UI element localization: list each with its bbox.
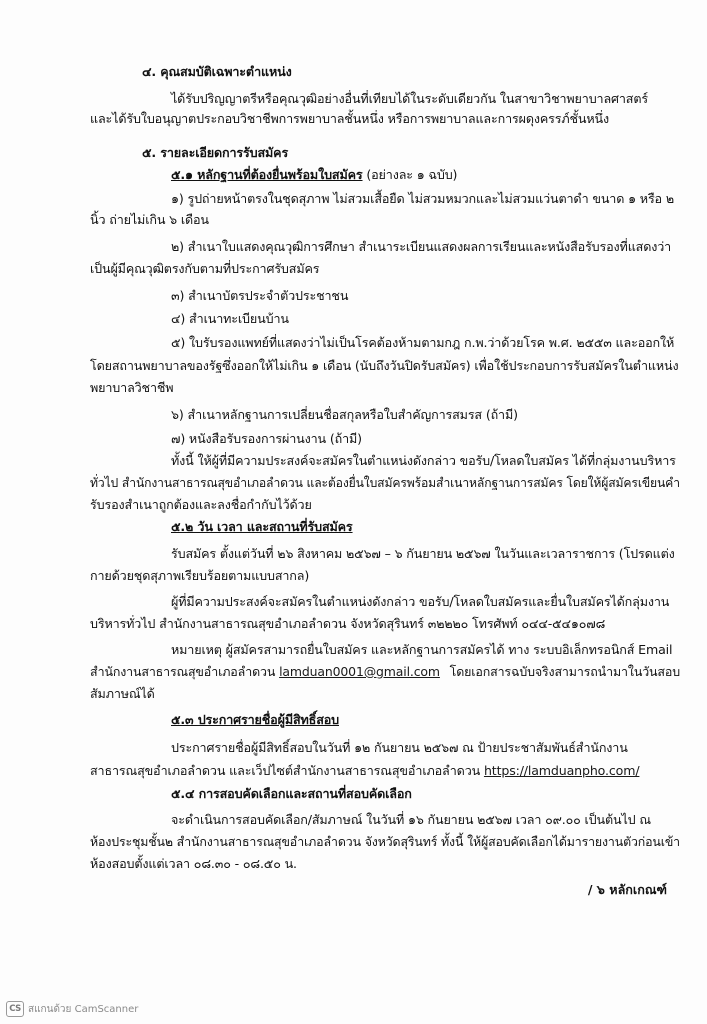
note-office-name: สำนักงานสาธารณสุขอำเภอลำดวน xyxy=(90,664,276,679)
section-5-4-line-2: ห้องประชุมชั้น๒ สำนักงานสาธารณสุขอำเภอลำดวน จังหวัดสุรินทร์ ทั้งนี้ ให้ผู้สอบคัดเลือกได้มารายงานตัวก่อนเข้า xyxy=(90,834,680,849)
section-5-2-note-line-2 xyxy=(90,663,680,681)
item-7: ๗) หนังสือรับรองการผ่านงาน (ถ้ามี) xyxy=(171,431,362,446)
item-2-line-2: เป็นผู้มีคุณวุฒิตรงกับตามที่ประกาศรับสมัคร xyxy=(90,261,320,276)
section-5-2-p1-line-2: กายด้วยชุดสุภาพเรียบร้อยตามแบบสากล) xyxy=(90,568,310,583)
note-continuation: โดยเอกสารฉบับจริงสามารถนำมาในวันสอบ xyxy=(449,664,680,679)
section-5-1-closing-line-3: รับรองสำเนาถูกต้องและลงชื่อกำกับไว้ด้วย xyxy=(90,497,312,512)
section-4-line-2: และได้รับใบอนุญาตประกอบวิชาชีพการพยาบาลชั้นหนึ่ง หรือการพยาบาลและการผดุงครรภ์ชั้นหนึ่ง xyxy=(90,111,609,126)
section-5-1-closing-line-2: ทั่วไป สำนักงานสาธารณสุขอำเภอลำดวน และต้องยื่นใบสมัครพร้อมสำเนาหลักฐานการสมัคร โดยให้ผู้สมัครเขียนคำ xyxy=(90,475,681,490)
section-5-4-line-1: จะดำเนินการสอบคัดเลือก/สัมภาษณ์ ในวันที่ ๑๖ กันยายน ๒๕๖๗ เวลา ๐๙.๐๐ เป็นต้นไป ณ xyxy=(171,812,651,827)
section-5-2-p2-line-1: ผู้ที่มีความประสงค์จะสมัครในตำแหน่งดังกล่าว ขอรับ/โหลดใบสมัครและยื่นใบสมัครได้กลุ่มงาน xyxy=(171,594,670,609)
section-5-1-heading-line xyxy=(171,166,457,184)
section-5-3-line-2 xyxy=(90,762,639,780)
camscanner-logo-icon: CS xyxy=(6,1001,24,1017)
item-5-line-2: โดยสถานพยาบาลของรัฐซึ่งออกให้ไม่เกิน ๑ เดือน (นับถึงวันปิดรับสมัคร) เพื่อใช้ประกอบการรับสมัครในตำแหน่ง xyxy=(90,358,679,373)
continuation-marker: / ๖ หลักเกณฑ์ xyxy=(587,882,667,897)
item-4: ๔) สำเนาทะเบียนบ้าน xyxy=(171,311,289,326)
section-5-1-note: (อย่างละ ๑ ฉบับ) xyxy=(366,167,458,182)
section-5-3-line-1: ประกาศรายชื่อผู้มีสิทธิ์สอบในวันที่ ๑๒ กันยายน ๒๕๖๗ ณ ป้ายประชาสัมพันธ์สำนักงาน xyxy=(171,740,628,755)
section-5-2-note-line-3: สัมภาษณ์ได้ xyxy=(90,686,155,701)
item-6: ๖) สำเนาหลักฐานการเปลี่ยนชื่อสกุลหรือใบสำคัญการสมรส (ถ้ามี) xyxy=(171,407,518,422)
email-link[interactable]: lamduan0001@gmail.com xyxy=(279,664,440,679)
item-5-line-1: ๕) ใบรับรองแพทย์ที่แสดงว่าไม่เป็นโรคต้องห้ามตามกฎ ก.พ.ว่าด้วยโรค พ.ศ. ๒๕๕๓ และออกให้ xyxy=(171,335,675,350)
item-3: ๓) สำเนาบัตรประจำตัวประชาชน xyxy=(171,288,349,303)
section-5-2-p2-line-2: บริหารทั่วไป สำนักงานสาธารณสุขอำเภอลำดวน จังหวัดสุรินทร์ ๓๒๒๒๐ โทรศัพท์ ๐๔๔-๕๔๑๐๗๘ xyxy=(90,616,606,631)
item-5-line-3: พยาบาลวิชาชีพ xyxy=(90,380,174,395)
section-5-1-heading: ๕.๑ หลักฐานที่ต้องยื่นพร้อมใบสมัคร xyxy=(171,167,363,182)
section-5-4-heading: ๕.๔ การสอบคัดเลือกและสถานที่สอบคัดเลือก xyxy=(171,786,412,801)
camscanner-label: สแกนด้วย CamScanner xyxy=(28,1003,139,1015)
section-4-line-1: ได้รับปริญญาตรีหรือคุณวุฒิอย่างอื่นที่เทียบได้ในระดับเดียวกัน ในสาขาวิชาพยาบาลศาสตร์ xyxy=(171,91,648,106)
website-link[interactable]: https://lamduanpho.com/ xyxy=(483,763,640,778)
section-5-1-closing-line-1: ทั้งนี้ ให้ผู้ที่มีความประสงค์จะสมัครในตำแหน่งดังกล่าว ขอรับ/โหลดใบสมัคร ได้ที่กลุ่มงานบริหาร xyxy=(171,453,676,468)
section-5-2-note-line-1: หมายเหตุ ผู้สมัครสามารถยื่นใบสมัคร และหลักฐานการสมัครได้ ทาง ระบบอิเล็กทรอนิกส์ Email xyxy=(171,642,673,657)
section-5-heading: ๕. รายละเอียดการรับสมัคร xyxy=(142,145,289,160)
section-5-2-heading: ๕.๒ วัน เวลา และสถานที่รับสมัคร xyxy=(171,519,353,534)
item-1-line-1: ๑) รูปถ่ายหน้าตรงในชุดสุภาพ ไม่สวมเสื้อยืด ไม่สวมหมวกและไม่สวมแว่นตาดำ ขนาด ๑ หรือ ๒ xyxy=(171,191,674,206)
section-4-heading: ๔. คุณสมบัติเฉพาะตำแหน่ง xyxy=(142,64,292,79)
section-5-2-p1-line-1: รับสมัคร ตั้งแต่วันที่ ๒๖ สิงหาคม ๒๕๖๗ – ๖ กันยายน ๒๕๖๗ ในวันและเวลาราชการ (โปรดแต่ง xyxy=(171,546,675,561)
section-5-3-heading: ๕.๓ ประกาศรายชื่อผู้มีสิทธิ์สอบ xyxy=(171,712,339,727)
item-2-line-1: ๒) สำเนาใบแสดงคุณวุฒิการศึกษา สำเนาระเบียนแสดงผลการเรียนและหนังสือรับรองที่แสดงว่า xyxy=(171,239,672,254)
section-5-3-line-2-text: สาธารณสุขอำเภอลำดวน และเว็ปไซต์สำนักงานสาธารณสุขอำเภอลำดวน xyxy=(90,763,481,778)
section-5-4-line-3: ห้องสอบตั้งแต่เวลา ๐๘.๓๐ - ๐๘.๕๐ น. xyxy=(90,856,297,871)
item-1-line-2: นิ้ว ถ่ายไม่เกิน ๖ เดือน xyxy=(90,212,209,227)
camscanner-footer xyxy=(6,1000,138,1018)
